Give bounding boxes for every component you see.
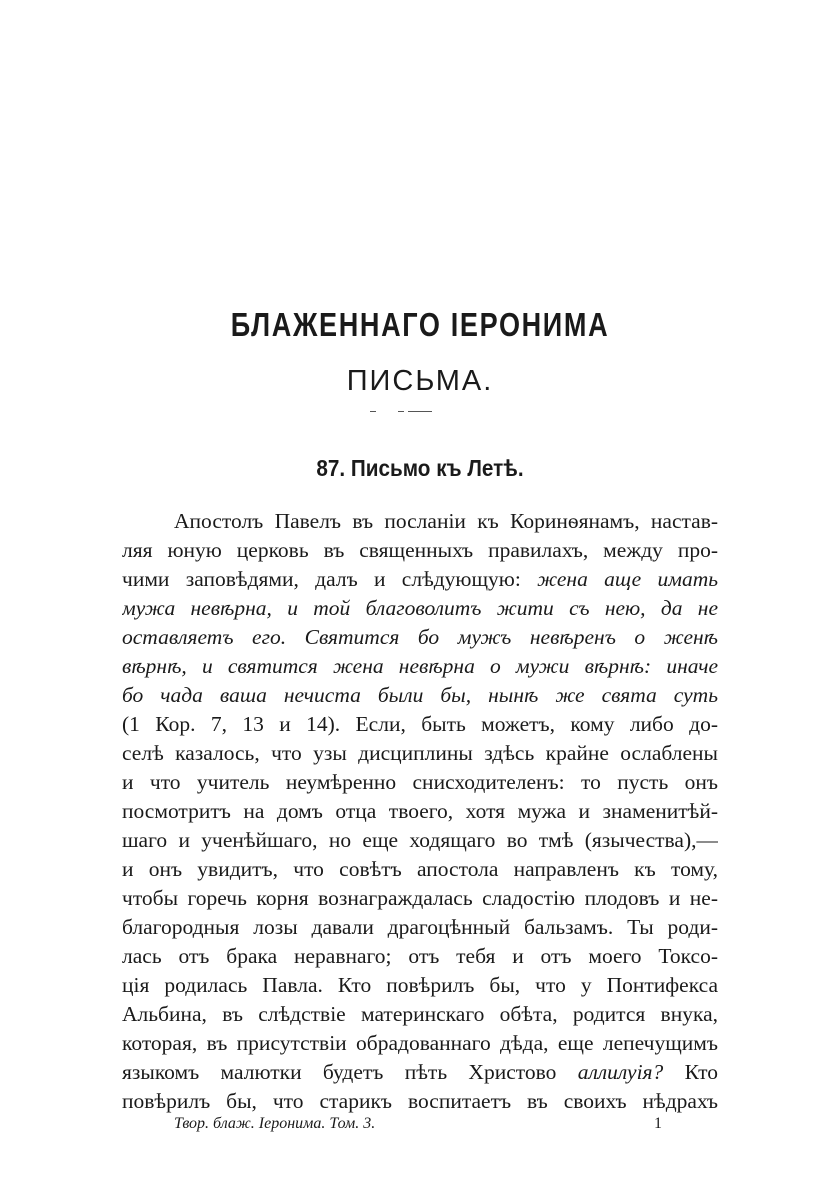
italic-quote: аллилуія? [577, 1060, 664, 1084]
body-text [122, 507, 718, 1116]
text-line [122, 855, 718, 884]
text-segment: ція родилась Павла. Кто повѣрилъ бы, что у Понтифекса [122, 973, 718, 997]
text-line [122, 681, 718, 710]
text-segment: Кто [663, 1060, 718, 1084]
text-line [122, 1058, 718, 1087]
italic-quote: оставляетъ его. Святится бо мужъ невѣренъ о женѣ [122, 625, 718, 649]
text-line [122, 884, 718, 913]
italic-quote: мужа невѣрна, и той благоволитъ жити съ нею, да не [122, 596, 718, 620]
text-segment: Альбина, въ слѣдствіе материнскаго обѣта, родится внука, [122, 1002, 718, 1026]
footer-signature: Твор. блаж. Іеронима. Том. 3. [174, 1115, 376, 1132]
text-line [122, 652, 718, 681]
text-segment: которая, въ присутствіи обрадованнаго дѣда, еще лепечущимъ [122, 1031, 718, 1055]
text-line [122, 536, 718, 565]
text-line [122, 623, 718, 652]
text-line [122, 507, 718, 536]
text-line [122, 594, 718, 623]
text-line [122, 1029, 718, 1058]
text-line [122, 768, 718, 797]
page-title: БЛАЖЕННАГО ІЕРОНИМА [230, 306, 610, 343]
page-subtitle: ПИСЬМА. [346, 365, 494, 397]
text-segment: ляя юную церковь въ священныхъ правилахъ, между про- [122, 538, 718, 562]
text-line [122, 1000, 718, 1029]
text-line [122, 826, 718, 855]
text-line [122, 913, 718, 942]
text-segment: посмотритъ на домъ отца твоего, хотя мужа и знаменитѣй- [122, 799, 718, 823]
text-line [122, 797, 718, 826]
text-segment: благородныя лозы давали драгоцѣнный бальзамъ. Ты роди- [122, 915, 718, 939]
text-segment: Апостолъ Павелъ въ посланіи къ Коринѳянамъ, настав- [174, 509, 718, 533]
text-line [122, 710, 718, 739]
text-segment: (1 Кор. 7, 13 и 14). Если, быть можетъ, кому либо до- [122, 712, 718, 736]
text-segment: повѣрилъ бы, что старикъ воспитаетъ въ своихъ нѣдрахъ [122, 1089, 718, 1113]
italic-quote: вѣрнѣ, и святится жена невѣрна о мужи вѣрнѣ: иначе [122, 654, 718, 678]
text-line [122, 942, 718, 971]
text-line [122, 971, 718, 1000]
text-segment: языкомъ малютки будетъ пѣть Христово [122, 1060, 578, 1084]
italic-quote: жена аще имать [537, 567, 718, 591]
divider-ornament [370, 410, 434, 414]
text-segment: и онъ увидитъ, что совѣтъ апостола направленъ къ тому, [122, 857, 718, 881]
text-segment: селѣ казалось, что узы дисциплины здѣсь крайне ослаблены [122, 741, 718, 765]
text-line [122, 1087, 718, 1116]
page-number: 1 [654, 1115, 662, 1132]
text-line [122, 739, 718, 768]
text-segment: шаго и ученѣйшаго, но еще ходящаго во тмѣ (язычества),— [122, 828, 718, 852]
letter-heading: 87. Письмо къ Летѣ. [316, 455, 524, 481]
text-segment: и что учитель неумѣренно снисходителенъ: то пусть онъ [122, 770, 718, 794]
text-segment: лась отъ брака неравнаго; отъ тебя и отъ моего Токсо- [122, 944, 718, 968]
text-segment: чими заповѣдями, далъ и слѣдующую: [122, 567, 538, 591]
italic-quote: бо чада ваша нечиста были бы, нынѣ же свята суть [122, 683, 718, 707]
text-line [122, 565, 718, 594]
text-segment: чтобы горечь корня вознаграждалась сладостію плодовъ и не- [122, 886, 718, 910]
